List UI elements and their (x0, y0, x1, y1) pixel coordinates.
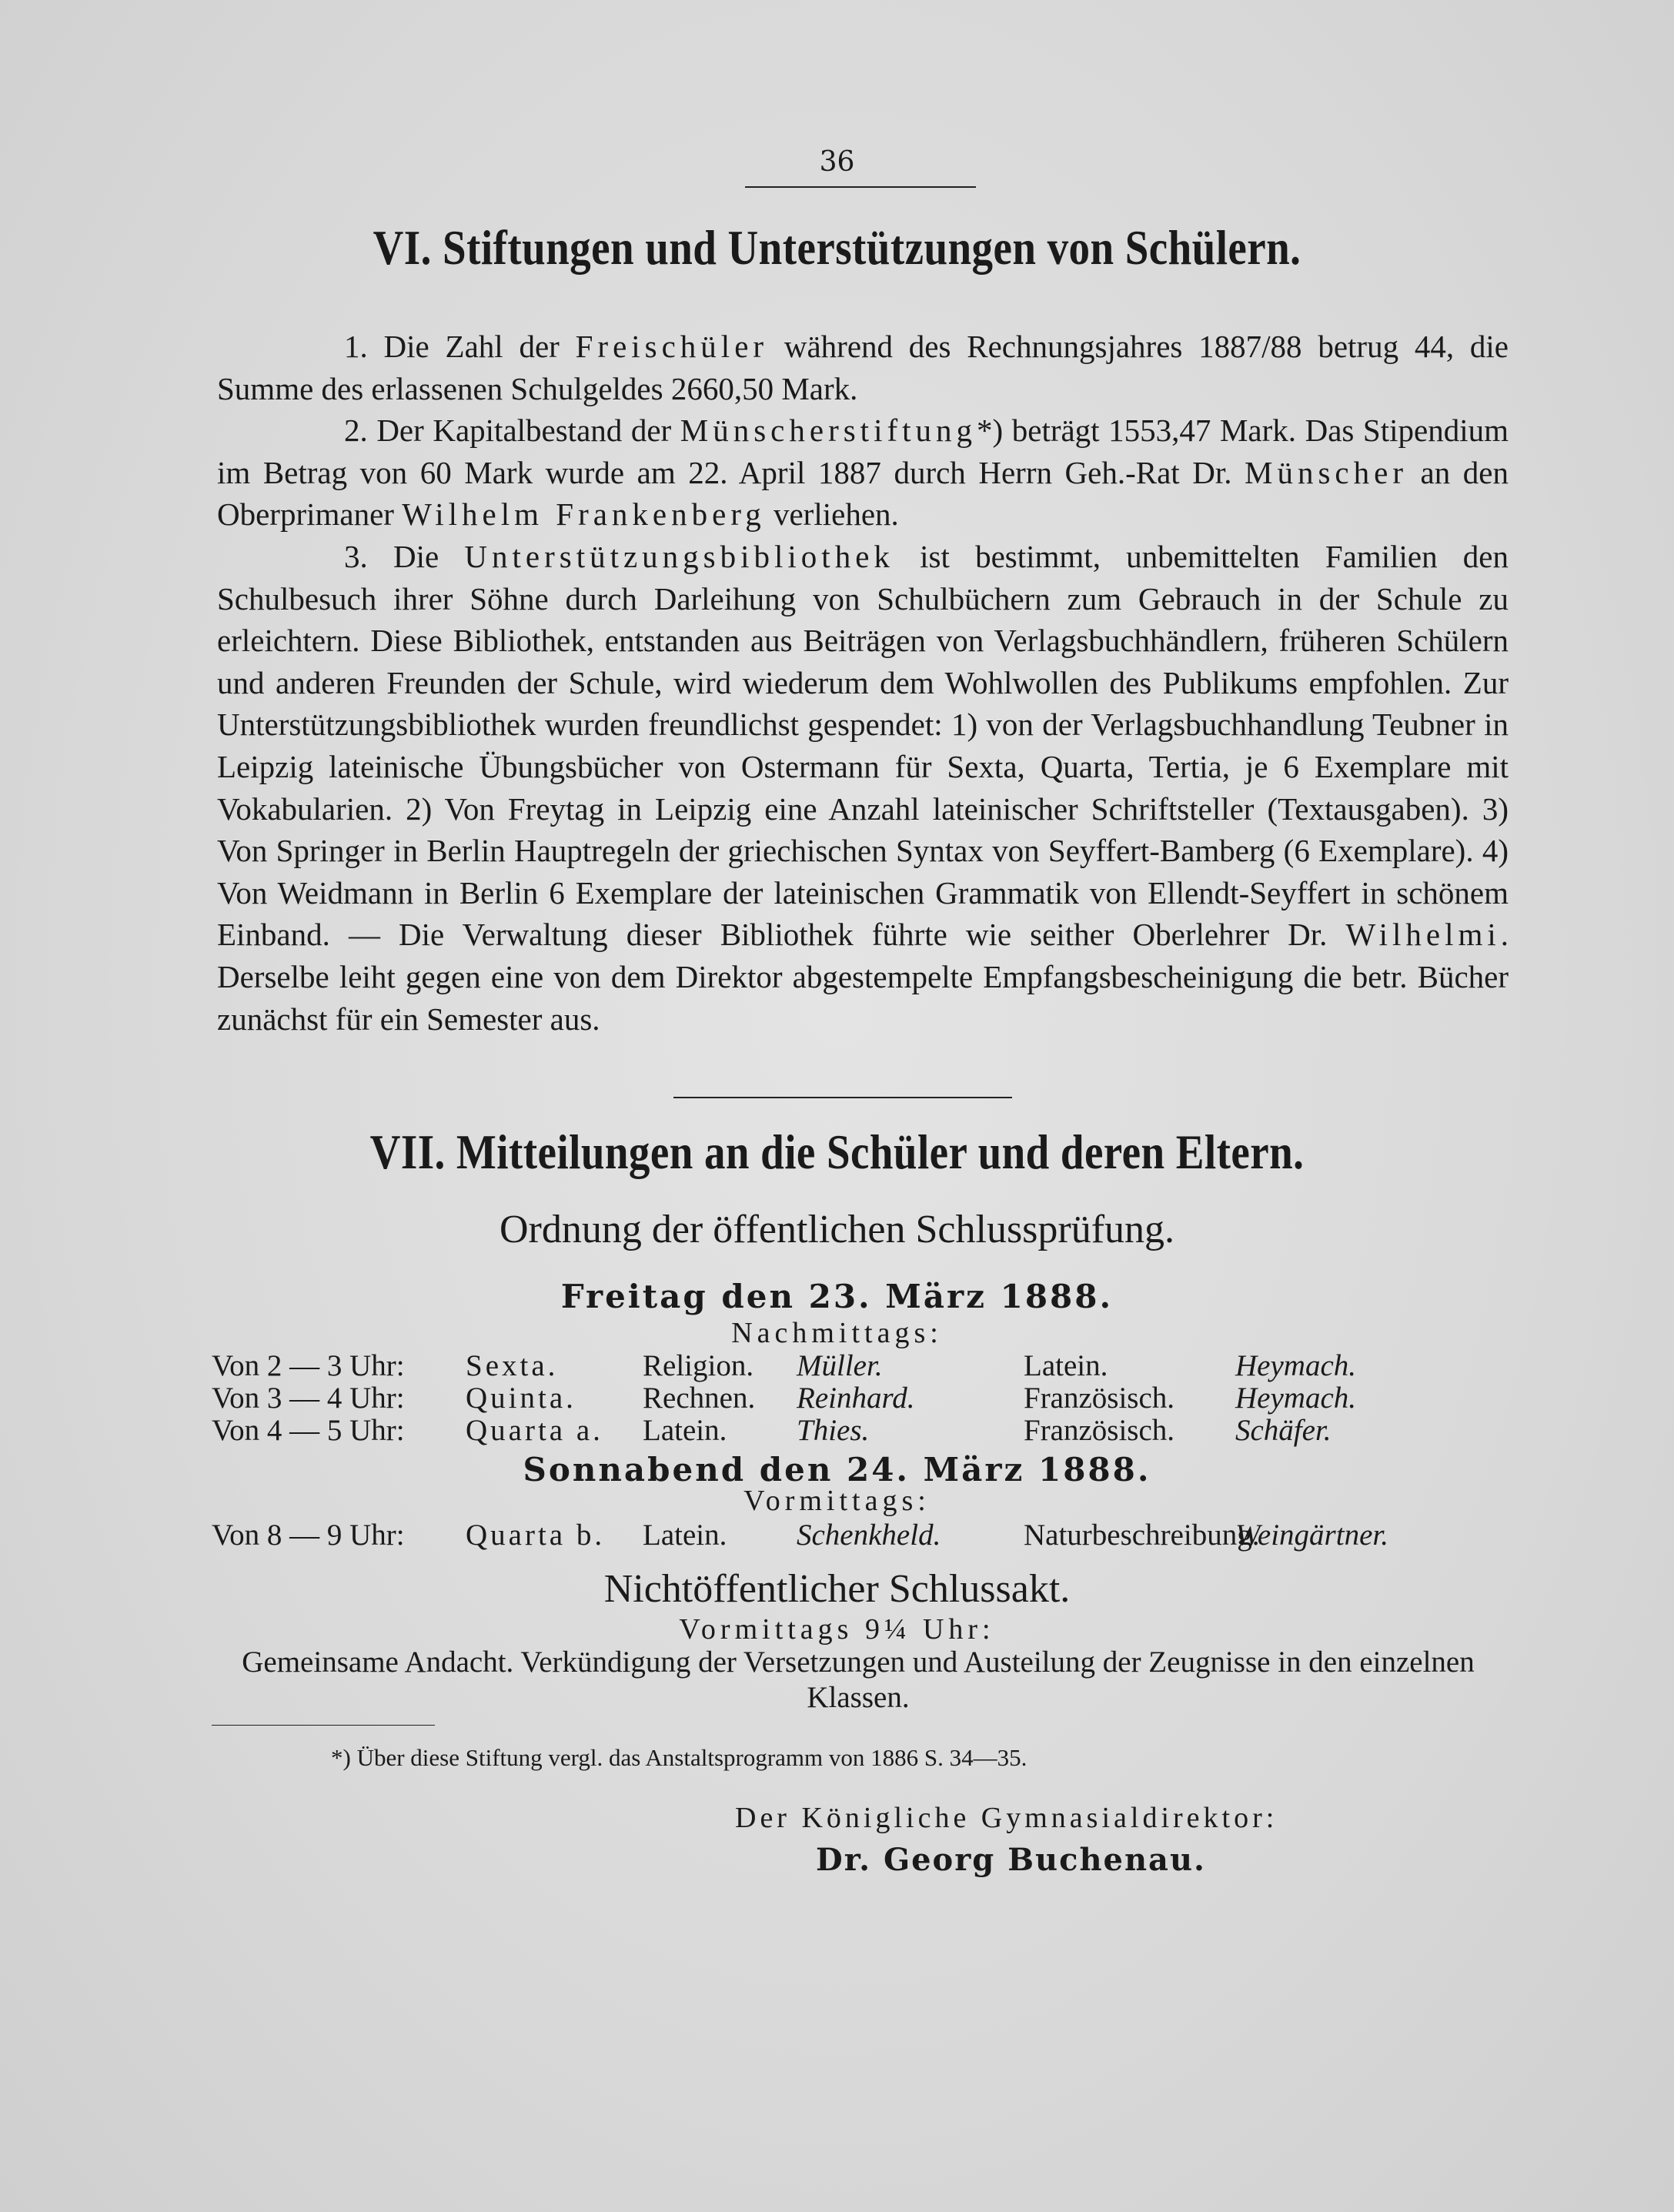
para3-text-a: 3. Die (344, 538, 465, 574)
paragraph-2 (217, 409, 1509, 536)
section-heading-vii: VII. Mitteilungen an die Schüler und deren Eltern. (369, 1124, 1305, 1179)
header-rule (745, 186, 976, 188)
para2-spaced-stiftung: Münscherstiftung (680, 413, 977, 449)
para3-text-c: . Derselbe leiht gegen eine von dem Direktor abgestempelte Empfangsbescheinigung die betr. Bücher zunächst für ein Semester aus. (217, 917, 1509, 1037)
schedule-teacher2: Weingärtner. (1235, 1519, 1388, 1552)
schedule-row (212, 1413, 1520, 1448)
day1-period: Nachmittags: (731, 1317, 943, 1349)
schedule-teacher: Reinhard. (797, 1382, 915, 1415)
day2-title: Sonnabend den 24. März 1888. (523, 1451, 1151, 1489)
schedule-subject2: Latein. (1024, 1349, 1108, 1382)
para1-text-b: während des Rechnungsjahres 1887/88 betrug 44, die Summe des erlassenen Schulgeldes 2660,50 Mark. (217, 329, 1509, 406)
schedule-row (212, 1518, 1520, 1553)
schedule-teacher: Müller. (797, 1349, 883, 1382)
schedule-time: Von 3 — 4 Uhr: (212, 1382, 405, 1415)
schedule-teacher: Thies. (797, 1414, 870, 1447)
schedule-class: Quinta. (466, 1382, 576, 1415)
day1-title: Freitag den 23. März 1888. (560, 1278, 1114, 1315)
page-number: 36 (819, 146, 855, 178)
schedule-subject: Latein. (643, 1414, 727, 1447)
para2-text-c: an den Oberprimaner (217, 454, 1509, 533)
section-heading-vi: VI. Stiftungen und Unterstützungen von Schülern. (373, 220, 1301, 275)
para1-spaced-freischueler: Freischüler (575, 329, 769, 364)
para2-text-b: *) beträgt 1553,47 Mark. Das Stipendium im Betrag von 60 Mark wurde am 22. April 1887 durch Herrn Geh.-Rat Dr. (217, 413, 1509, 490)
exam-subheading: Ordnung der öffentlichen Schlussprüfung. (499, 1208, 1175, 1251)
para3-text-b: ist bestimmt, unbemittelten Familien den Schulbesuch ihrer Söhne durch Darleihung von Schulbüchern zum Gebrauch in der Schule zu erleichtern. Diese Bibliothek, entstanden aus Beiträgen von Verlagsbuchhändlern, früheren Schülern und anderen Freunden der Schule, wird wiederum dem Wohlwollen des Publikums empfohlen. Zur Unterstützungsbibliothek wurden freundlichst gespendet: 1) von der Verlagsbuchhandlung Teubner in Leipzig lateinische Übungsbücher von Ostermann für Sexta, Quarta, Tertia, je 6 Exemplare mit Vokabularien. 2) Von Freytag in Leipzig eine Anzahl lateinischer Schriftsteller (Textausgaben). 3) Von Springer in Berlin Hauptregeln der griechischen Syntax von Seyffert-Bamberg (6 Exemplare). 4) Von Weidmann in Berlin 6 Exemplare der lateinischen Grammatik von Ellendt-Seyffert in schönem Einband. — Die Verwaltung dieser Bibliothek führte wie seither Oberlehrer Dr. (217, 538, 1509, 953)
signature-title: Der Königliche Gymnasialdirektor: (735, 1802, 1278, 1834)
day2-period: Vormittags: (743, 1485, 931, 1517)
para2-text-d: verliehen. (765, 496, 899, 533)
footnote-rule (212, 1725, 435, 1726)
closing-text: Gemeinsame Andacht. Verkündigung der Versetzungen und Austeilung der Zeugnisse in den einzelnen Klassen. (242, 1646, 1475, 1714)
section-divider (673, 1097, 1012, 1098)
schedule-row (212, 1381, 1520, 1416)
schedule-class: Sexta. (466, 1349, 559, 1382)
schedule-class: Quarta a. (466, 1414, 603, 1447)
schedule-teacher2: Schäfer. (1235, 1414, 1332, 1447)
schedule-subject2: Französisch. (1024, 1414, 1175, 1447)
schedule-time: Von 2 — 3 Uhr: (212, 1349, 405, 1382)
schedule-subject: Latein. (643, 1519, 727, 1552)
closing-time: Vormittags 9¼ Uhr: (679, 1613, 995, 1646)
schedule-subject: Religion. (643, 1349, 754, 1382)
para2-text-a: 2. Der Kapitalbestand der (344, 413, 680, 449)
footnote: *) Über diese Stiftung vergl. das Anstaltsprogramm von 1886 S. 34—35. (331, 1744, 1027, 1771)
para2-spaced-frankenberg: Wilhelm Frankenberg (402, 496, 766, 533)
section-vi-body (217, 326, 1509, 1040)
para3-spaced-wilhelmi: Wilhelmi (1345, 917, 1501, 953)
schedule-time: Von 4 — 5 Uhr: (212, 1414, 405, 1447)
schedule-row (212, 1348, 1520, 1384)
schedule-class: Quarta b. (466, 1519, 606, 1552)
closing-title: Nichtöffentlicher Schlussakt. (603, 1567, 1071, 1611)
schedule-teacher: Schenkheld. (797, 1519, 941, 1552)
schedule-subject: Rechnen. (643, 1382, 756, 1415)
paragraph-3 (217, 536, 1509, 1040)
para2-spaced-muenscher: Münscher (1245, 454, 1408, 490)
signature-name: Dr. Georg Buchenau. (816, 1842, 1206, 1878)
para3-spaced-bibliothek: Unterstützungsbibliothek (464, 538, 894, 574)
schedule-subject2: Französisch. (1024, 1382, 1175, 1415)
schedule-subject2: Naturbeschreibung. (1024, 1519, 1260, 1552)
schedule-teacher2: Heymach. (1235, 1382, 1357, 1415)
schedule-time: Von 8 — 9 Uhr: (212, 1519, 405, 1552)
schedule-teacher2: Heymach. (1235, 1349, 1357, 1382)
para1-text-a: 1. Die Zahl der (344, 329, 576, 364)
paragraph-1 (217, 326, 1509, 409)
